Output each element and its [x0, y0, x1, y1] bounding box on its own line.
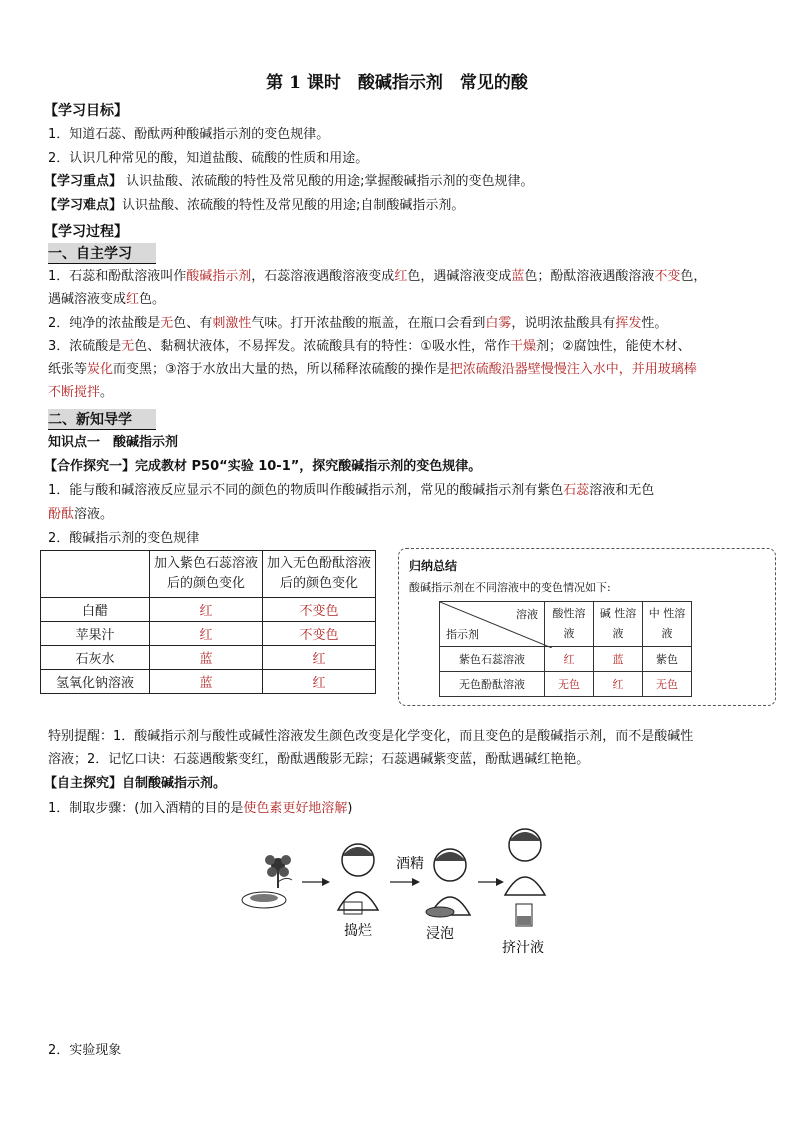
litmus-result: 红	[150, 622, 263, 646]
person-mashing-icon	[338, 844, 378, 914]
litmus-result: 蓝	[150, 646, 263, 670]
phenol-result: 红	[263, 670, 376, 694]
table-row	[41, 598, 376, 622]
phenol-result: 红	[263, 646, 376, 670]
paragraph-3	[48, 339, 691, 355]
row-label: 苹果汁	[41, 622, 150, 646]
goal-item: 2．认识几种常见的酸，知道盐酸、硫酸的性质和用途。	[48, 151, 369, 166]
page-title: 第 1 课时 酸碱指示剂 常见的酸	[266, 73, 528, 93]
reminder-line-2: 溶液；2．记忆口诀：石蕊遇酸紫变红，酚酞遇酸影无踪；石蕊遇碱紫变蓝，酚酞遇碱红艳艳。	[48, 752, 590, 767]
column-header: 加入紫色石蕊溶液后的颜色变化	[150, 551, 263, 598]
new-knowledge-header: 二、新知导学	[48, 409, 156, 430]
neutral-result: 无色	[643, 672, 692, 697]
answer: 不变	[654, 269, 681, 284]
answer: 酸碱指示剂	[186, 269, 252, 284]
paragraph-1-cont	[48, 292, 165, 308]
table-row	[41, 622, 376, 646]
answer: 红	[126, 292, 140, 307]
person-soaking-icon	[426, 849, 470, 917]
base-result: 蓝	[594, 647, 643, 672]
answer: 石蕊	[563, 483, 590, 498]
observation-header: 2．实验现象	[48, 1043, 122, 1058]
litmus-result: 红	[150, 598, 263, 622]
text: 。	[100, 385, 114, 400]
concept-1-cont	[48, 507, 113, 523]
text: 色、黏稠状液体，不易挥发。浓硫酸具有的特性：①吸水性，常作	[134, 339, 510, 354]
concept-1	[48, 483, 654, 499]
key-points-label: 【学习重点】	[44, 174, 123, 189]
text: 1．制取步骤：(加入酒精的目的是	[48, 801, 244, 816]
knowledge-point-1: 知识点一 酸碱指示剂	[48, 435, 179, 450]
key-points-text: 认识盐酸、浓硫酸的特性及常见酸的用途;掌握酸碱指示剂的变色规律。	[122, 174, 534, 189]
difficulty	[44, 198, 464, 214]
text: 性。	[641, 316, 668, 331]
text: 溶液。	[74, 507, 114, 522]
arrow-icon	[302, 878, 330, 886]
table-row	[41, 670, 376, 694]
table-row	[41, 646, 376, 670]
paragraph-2	[48, 316, 667, 332]
text: 1．石蕊和酚酞溶液叫作	[48, 269, 187, 284]
answer: 不断搅拌	[48, 385, 101, 400]
answer: 酚酞	[48, 507, 75, 522]
acid-result: 无色	[545, 672, 594, 697]
column-header: 加入无色酚酞溶液后的颜色变化	[263, 551, 376, 598]
answer: 使色素更好地溶解	[243, 801, 348, 816]
text: 气味。打开浓盐酸的瓶盖，在瓶口会看到	[251, 316, 486, 331]
text: )	[347, 801, 353, 816]
row-label: 白醋	[41, 598, 150, 622]
flower-icon	[265, 855, 292, 888]
answer: 把浓硫酸沿器壁慢慢注入水中，并用玻璃棒	[449, 362, 697, 377]
step3-label: 挤汁液	[502, 940, 544, 956]
difficulty-text: 认识盐酸、浓硫酸的特性及常见酸的用途;自制酸碱指示剂。	[122, 198, 465, 213]
row-label: 紫色石蕊溶液	[440, 647, 545, 672]
table-row	[440, 647, 692, 672]
text: 剂；②腐蚀性，能使木材、	[535, 339, 691, 354]
coop-explore-1: 【合作探究一】完成教材 P50“实验 10-1”，探究酸碱指示剂的变色规律。	[44, 459, 482, 474]
summary-intro: 酸碱指示剂在不同溶液中的变色情况如下:	[409, 581, 611, 594]
dish-icon	[242, 892, 286, 908]
arrow-icon	[478, 878, 504, 886]
answer: 炭化	[87, 362, 114, 377]
text: 而变黑；③溶于水放出大量的热，所以稀释浓硫酸的操作是	[113, 362, 450, 377]
text: 遇碱溶液变成	[48, 292, 127, 307]
table-corner	[41, 551, 150, 598]
paragraph-3-cont2	[48, 385, 113, 401]
answer: 刺激性	[212, 316, 252, 331]
column-header: 酸性溶液	[545, 602, 594, 647]
summary-title: 归纳总结	[409, 559, 458, 573]
key-points	[44, 174, 534, 190]
answer: 无	[121, 339, 135, 354]
summary-box	[398, 548, 776, 706]
alcohol-label: 酒精	[396, 856, 424, 872]
text: 色、有	[173, 316, 213, 331]
text: 色。	[139, 292, 166, 307]
goal-item: 1．知道石蕊、酚酞两种酸碱指示剂的变色规律。	[48, 127, 330, 142]
phenol-result: 不变色	[263, 622, 376, 646]
text: 3．浓硫酸是	[48, 339, 122, 354]
column-header: 中 性溶液	[643, 602, 692, 647]
text: 纸张等	[48, 362, 88, 377]
paragraph-3-cont	[48, 362, 697, 378]
step1-label: 捣烂	[344, 923, 372, 939]
text: 1．能与酸和碱溶液反应显示不同的颜色的物质叫作酸碱指示剂，常见的酸碱指示剂有紫色	[48, 483, 564, 498]
procedure-step	[48, 801, 352, 817]
row-label: 氢氧化钠溶液	[41, 670, 150, 694]
row-label: 石灰水	[41, 646, 150, 670]
procedure-figure	[240, 820, 570, 960]
text: 2．纯净的浓盐酸是	[48, 316, 161, 331]
corner-bottom: 指示剂	[446, 628, 479, 641]
answer: 挥发	[615, 316, 642, 331]
difficulty-label: 【学习难点】	[44, 198, 123, 213]
phenol-result: 不变色	[263, 598, 376, 622]
corner-top: 溶液	[516, 608, 538, 621]
text: 溶液和无色	[589, 483, 655, 498]
column-header: 碱 性溶液	[594, 602, 643, 647]
arrow-icon	[390, 878, 420, 886]
litmus-result: 蓝	[150, 670, 263, 694]
text: 色，遇碱溶液变成	[407, 269, 512, 284]
row-label: 无色酚酞溶液	[440, 672, 545, 697]
text: 色，	[680, 269, 707, 284]
process-header: 【学习过程】	[44, 224, 128, 240]
neutral-result: 紫色	[643, 647, 692, 672]
table-row	[440, 672, 692, 697]
answer: 白雾	[485, 316, 512, 331]
paragraph-1	[48, 269, 706, 285]
text: 色；酚酞溶液遇酸溶液	[524, 269, 655, 284]
acid-result: 红	[545, 647, 594, 672]
base-result: 红	[594, 672, 643, 697]
reminder-line-1: 特别提醒：1．酸碱指示剂与酸性或碱性溶液发生颜色改变是化学变化，而且变色的是酸碱指示剂，而不是酸碱性	[48, 729, 694, 744]
answer: 无	[160, 316, 174, 331]
answer: 蓝	[511, 269, 525, 284]
concept-2: 2．酸碱指示剂的变色规律	[48, 531, 200, 546]
diagonal-header	[440, 602, 545, 647]
self-explore-header: 【自主探究】自制酸碱指示剂。	[44, 776, 227, 791]
summary-table	[439, 601, 692, 697]
answer: 干燥	[509, 339, 536, 354]
self-study-header: 一、自主学习	[48, 243, 156, 264]
step2-label: 浸泡	[426, 926, 454, 942]
indicator-table	[40, 550, 376, 694]
text: ，说明浓盐酸具有	[511, 316, 616, 331]
text: ，石蕊溶液遇酸溶液变成	[251, 269, 395, 284]
goals-header: 【学习目标】	[44, 103, 128, 119]
person-squeezing-icon	[505, 829, 545, 926]
answer: 红	[394, 269, 408, 284]
